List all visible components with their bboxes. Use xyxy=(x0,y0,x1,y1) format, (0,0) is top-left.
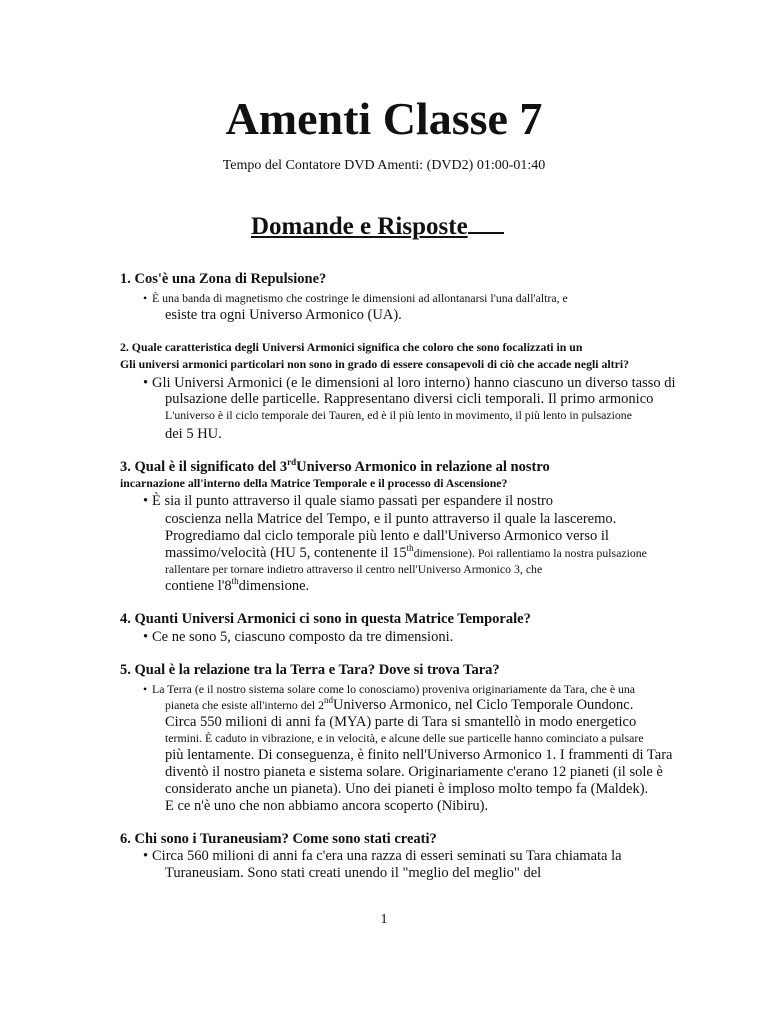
answer-5-line-8: E ce n'è uno che non abbiamo ancora scoperto (Nibiru). xyxy=(165,798,489,814)
answer-2-line-4: dei 5 HU. xyxy=(165,426,222,442)
page-title: Amenti Classe 7 xyxy=(225,93,543,144)
answer-3-line-6: contiene l'8thdimensione. xyxy=(165,576,310,594)
bullet-icon: • xyxy=(143,848,149,864)
answer-2-line-2: pulsazione delle particelle. Rappresentano diversi cicli temporali. Il primo armonico xyxy=(165,391,654,407)
answer-3-line-1: • È sia il punto attraverso il quale siamo passati per espandere il nostro xyxy=(143,493,554,509)
answer-3-line-4: massimo/velocità (HU 5, contenente il 15thdimensione). Poi rallentiamo la nostra pulsazione xyxy=(165,543,647,561)
section-heading: Domande e Risposte xyxy=(251,208,504,241)
answer-5-line-2: pianeta che esiste all'interno del 2ndUniverso Armonico, nel Ciclo Temporale Oundonc. xyxy=(165,695,634,713)
answer-6-line-2: Turaneusiam. Sono stati creati unendo il "meglio del meglio" del xyxy=(165,865,542,881)
question-1: 1. Cos'è una Zona di Repulsione? xyxy=(120,271,327,287)
page-number: 1 xyxy=(380,912,388,927)
answer-3-line-3: Progrediamo dal ciclo temporale più lento e dall'Universo Armonico verso il xyxy=(165,528,609,544)
heading-underline-tail xyxy=(468,208,504,234)
answer-3-line-5: rallentare per tornare indietro attraverso il centro nell'Universo Armonico 3, che xyxy=(165,562,543,576)
answer-5-line-5: più lentamente. Di conseguenza, è finito nell'Universo Armonico 1. I frammenti di Tara xyxy=(165,747,673,763)
answer-4-line-1: • Ce ne sono 5, ciascuno composto da tre dimensioni. xyxy=(143,629,454,645)
answer-2-line-3: L'universo è il ciclo temporale dei Tauren, ed è il più lento in movimento, il più lento in pulsazione xyxy=(165,408,632,422)
question-2-line-2: Gli universi armonici particolari non sono in grado di essere consapevoli di ciò che accade negli altri? xyxy=(120,357,629,371)
page-subtitle: Tempo del Contatore DVD Amenti: (DVD2) 01:00-01:40 xyxy=(222,158,546,173)
question-6: 6. Chi sono i Turaneusiam? Come sono stati creati? xyxy=(120,831,437,847)
answer-5-line-7: considerato anche un pianeta). Uno dei pianeti è imploso molto tempo fa (Maldek). xyxy=(165,781,649,797)
answer-1-line-1: • È una banda di magnetismo che costringe le dimensioni ad allontanarsi l'una dall'altra, e xyxy=(143,291,568,305)
question-5: 5. Qual è la relazione tra la Terra e Tara? Dove si trova Tara? xyxy=(120,662,500,678)
question-4: 4. Quanti Universi Armonici ci sono in questa Matrice Temporale? xyxy=(120,611,531,627)
bullet-icon: • xyxy=(143,682,148,696)
bullet-icon: • xyxy=(143,629,149,645)
answer-6-line-1: • Circa 560 milioni di anni fa c'era una razza di esseri seminati su Tara chiamata la xyxy=(143,848,622,864)
question-3-line-2: incarnazione all'interno della Matrice Temporale e il processo di Ascensione? xyxy=(120,476,508,490)
answer-5-line-6: diventò il nostro pianeta e sistema solare. Originariamente c'erano 12 pianeti (il sole è xyxy=(165,764,663,780)
answer-5-line-3: Circa 550 milioni di anni fa (MYA) parte di Tara si smantellò in modo energetico xyxy=(165,714,637,730)
bullet-icon: • xyxy=(143,375,149,391)
bullet-icon: • xyxy=(143,493,149,509)
answer-3-line-2: coscienza nella Matrice del Tempo, e il punto attraverso il quale la lasceremo. xyxy=(165,511,617,527)
bullet-icon: • xyxy=(143,291,148,305)
answer-2-line-1: • Gli Universi Armonici (e le dimensioni al loro interno) hanno ciascuno un diverso tasso di xyxy=(143,375,676,391)
answer-5-line-1: • La Terra (e il nostro sistema solare come lo conosciamo) proveniva originariamente da Tara, che è una xyxy=(143,682,636,696)
answer-1-line-2: esiste tra ogni Universo Armonico (UA). xyxy=(165,307,402,323)
question-2-line-1: 2. Quale caratteristica degli Universi Armonici significa che coloro che sono focalizzati in un xyxy=(120,340,583,354)
question-3-line-1: 3. Qual è il significato del 3rdUniverso Armonico in relazione al nostro xyxy=(120,457,550,475)
answer-5-line-4: termini. È caduto in vibrazione, e in velocità, e alcune delle sue particelle hanno cominciato a pulsare xyxy=(165,731,644,745)
